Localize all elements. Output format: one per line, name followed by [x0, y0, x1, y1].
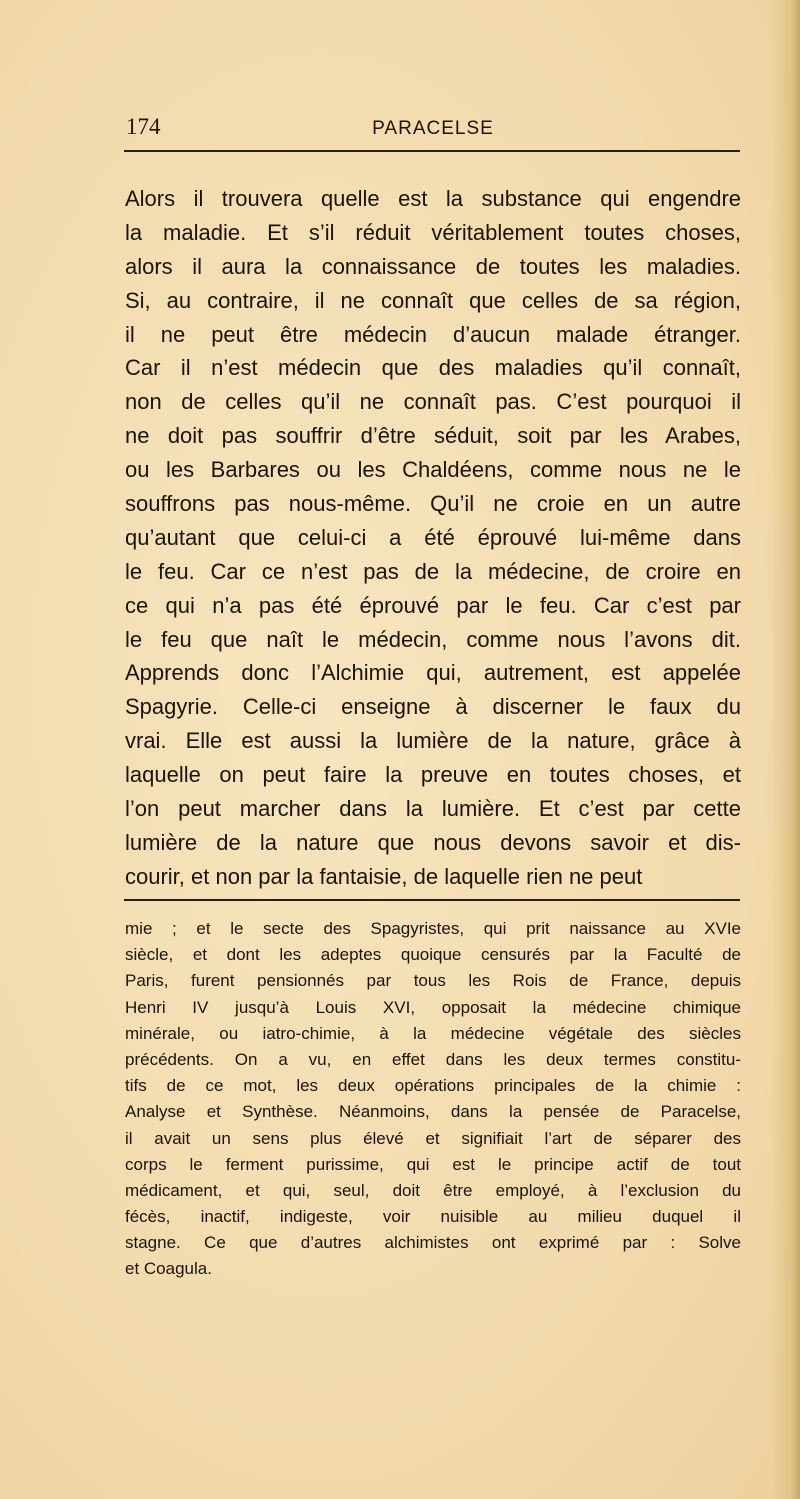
text-line: le feu. Car ce n’est pas de la médecine, de croire en [125, 558, 741, 584]
text-line: l’on peut marcher dans la lumière. Et c’est par cette [125, 796, 741, 822]
header-rule [124, 150, 740, 152]
text-line: Spagyrie. Celle-ci enseigne à discerner le faux du [125, 694, 741, 720]
footnote-line: Analyse et Synthèse. Néanmoins, dans la pensée de Paracelse, [125, 1102, 741, 1122]
text-line: courir, et non par la fantaisie, de laquelle rien ne peut [125, 863, 643, 889]
text-line: qu’autant que celui-ci a été éprouvé lui-même dans [125, 524, 741, 550]
page-edge-shadow [770, 0, 800, 1499]
text-line: ou les Barbares ou les Chaldéens, comme nous ne le [125, 457, 741, 483]
text-line: la maladie. Et s’il réduit véritablement toutes choses, [125, 219, 741, 245]
footnote-line: il avait un sens plus élevé et signifiait l’art de séparer des [125, 1128, 741, 1148]
footnote-line: Henri IV jusqu’à Louis XVI, opposait la médecine chimique [125, 997, 741, 1017]
text-line: Car il n’est médecin que des maladies qu’il connaît, [125, 355, 741, 381]
footnote-line: fécès, inactif, indigeste, voir nuisible au milieu duquel il [125, 1207, 741, 1227]
footnote-line: précédents. On a vu, en effet dans les deux termes constitu- [125, 1049, 741, 1069]
page-header [126, 114, 740, 154]
footnote-line: et Coagula. [125, 1259, 212, 1279]
footnote-line: tifs de ce mot, les deux opérations principales de la chimie : [125, 1076, 741, 1096]
text-line: souffrons pas nous-même. Qu’il ne croie en un autre [125, 491, 741, 517]
text-line: Apprends donc l’Alchimie qui, autrement, est appelée [125, 660, 741, 686]
text-line: laquelle on peut faire la preuve en toutes choses, et [125, 762, 741, 788]
footnote-line: Paris, furent pensionnés par tous les Rois de France, depuis [125, 971, 741, 991]
text-line: il ne peut être médecin d’aucun malade étranger. [125, 321, 741, 347]
running-title: PARACELSE [372, 118, 494, 139]
footnote-line: médicament, et qui, seul, doit être employé, à l’exclusion du [125, 1180, 741, 1200]
footnote-line: siècle, et dont les adeptes quoique censurés par la Faculté de [125, 945, 741, 965]
text-line: non de celles qu’il ne connaît pas. C’est pourquoi il [125, 389, 741, 415]
footnote-line: corps le ferment purissime, qui est le principe actif de tout [125, 1154, 741, 1174]
text-line: lumière de la nature que nous devons savoir et dis- [125, 829, 741, 855]
page-number: 174 [126, 114, 161, 139]
text-line: Si, au contraire, il ne connaît que celles de sa région, [125, 287, 741, 313]
footnote-line: minérale, ou iatro-chimie, à la médecine végétale des siècles [125, 1023, 741, 1043]
text-line: vrai. Elle est aussi la lumière de la nature, grâce à [125, 728, 741, 754]
main-text [125, 182, 741, 894]
footnote-line: mie ; et le secte des Spagyristes, qui prit naissance au XVIe [125, 919, 741, 938]
footnote-rule [124, 899, 740, 901]
footnote-line: stagne. Ce que d’autres alchimistes ont exprimé par : Solve [125, 1233, 741, 1253]
text-line: ne doit pas souffrir d’être séduit, soit par les Arabes, [125, 423, 741, 449]
text-line: alors il aura la connaissance de toutes les maladies. [125, 253, 741, 279]
text-line: Alors il trouvera quelle est la substance qui engendre [125, 186, 741, 211]
text-line: le feu que naît le médecin, comme nous l’avons dit. [125, 626, 741, 652]
footnote [125, 916, 741, 1283]
text-line: ce qui n’a pas été éprouvé par le feu. Car c’est par [125, 592, 741, 618]
